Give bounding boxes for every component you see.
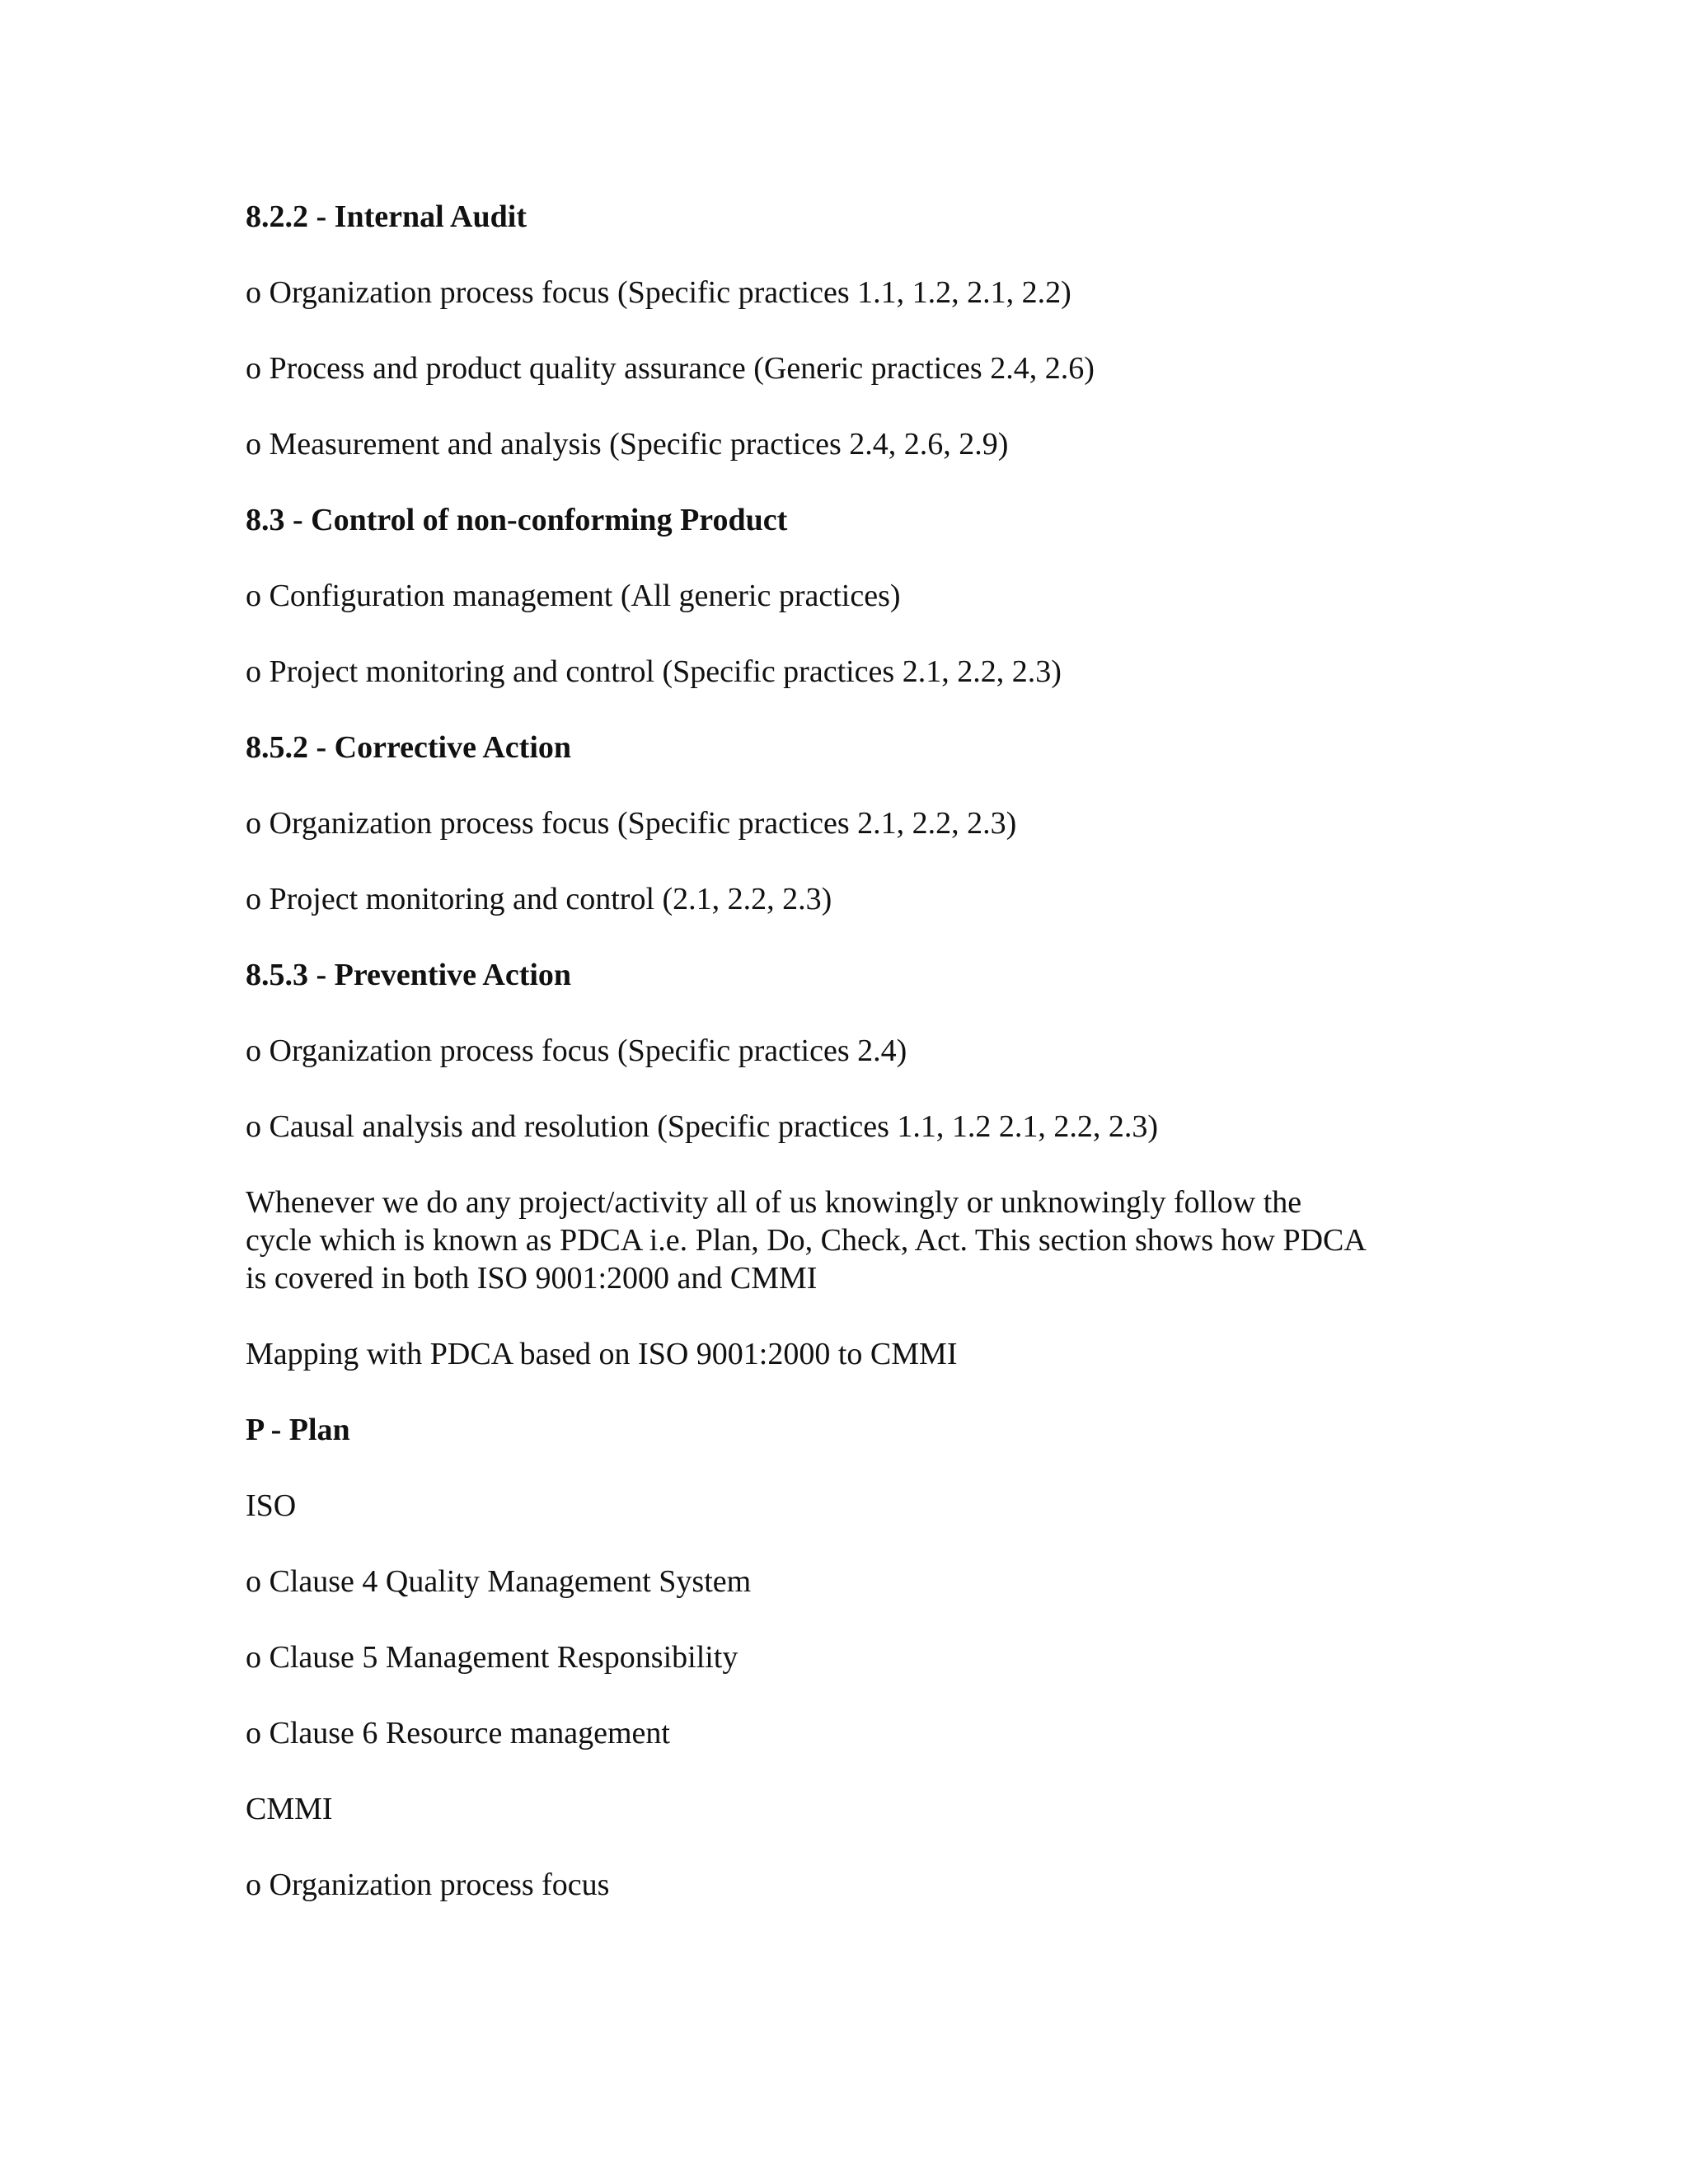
list-item: o Clause 6 Resource management (246, 1716, 670, 1750)
list-item: o Organization process focus (Specific practices 1.1, 1.2, 2.1, 2.2) (246, 275, 1071, 310)
list-item: o Clause 4 Quality Management System (246, 1564, 752, 1599)
list-item: o Causal analysis and resolution (Specific practices 1.1, 1.2 2.1, 2.2, 2.3) (246, 1109, 1159, 1144)
heading-internal-audit: 8.2.2 - Internal Audit (246, 199, 527, 234)
paragraph-line: cycle which is known as PDCA i.e. Plan, Do, Check, Act. This section shows how PDCA (246, 1223, 1367, 1258)
list-item: o Process and product quality assurance (Generic practices 2.4, 2.6) (246, 351, 1095, 386)
list-item: o Clause 5 Management Responsibility (246, 1640, 738, 1675)
list-item: o Measurement and analysis (Specific practices 2.4, 2.6, 2.9) (246, 427, 1009, 462)
paragraph-line: is covered in both ISO 9001:2000 and CMMI (246, 1261, 818, 1296)
list-item: o Organization process focus (Specific practices 2.4) (246, 1033, 907, 1068)
heading-corrective-action: 8.5.2 - Corrective Action (246, 730, 572, 765)
label-cmmi: CMMI (246, 1792, 333, 1826)
heading-control-nonconforming: 8.3 - Control of non-conforming Product (246, 503, 788, 537)
paragraph-line: Whenever we do any project/activity all of us knowingly or unknowingly follow the (246, 1185, 1302, 1220)
list-item: o Project monitoring and control (Specific practices 2.1, 2.2, 2.3) (246, 654, 1062, 689)
list-item: o Configuration management (All generic practices) (246, 579, 901, 613)
list-item: o Organization process focus (246, 1868, 610, 1902)
heading-preventive-action: 8.5.3 - Preventive Action (246, 958, 572, 992)
list-item: o Organization process focus (Specific practices 2.1, 2.2, 2.3) (246, 806, 1017, 841)
heading-plan: P - Plan (246, 1413, 350, 1447)
label-iso: ISO (246, 1488, 297, 1523)
list-item: o Project monitoring and control (2.1, 2.2, 2.3) (246, 882, 832, 916)
mapping-title: Mapping with PDCA based on ISO 9001:2000 to CMMI (246, 1337, 958, 1371)
